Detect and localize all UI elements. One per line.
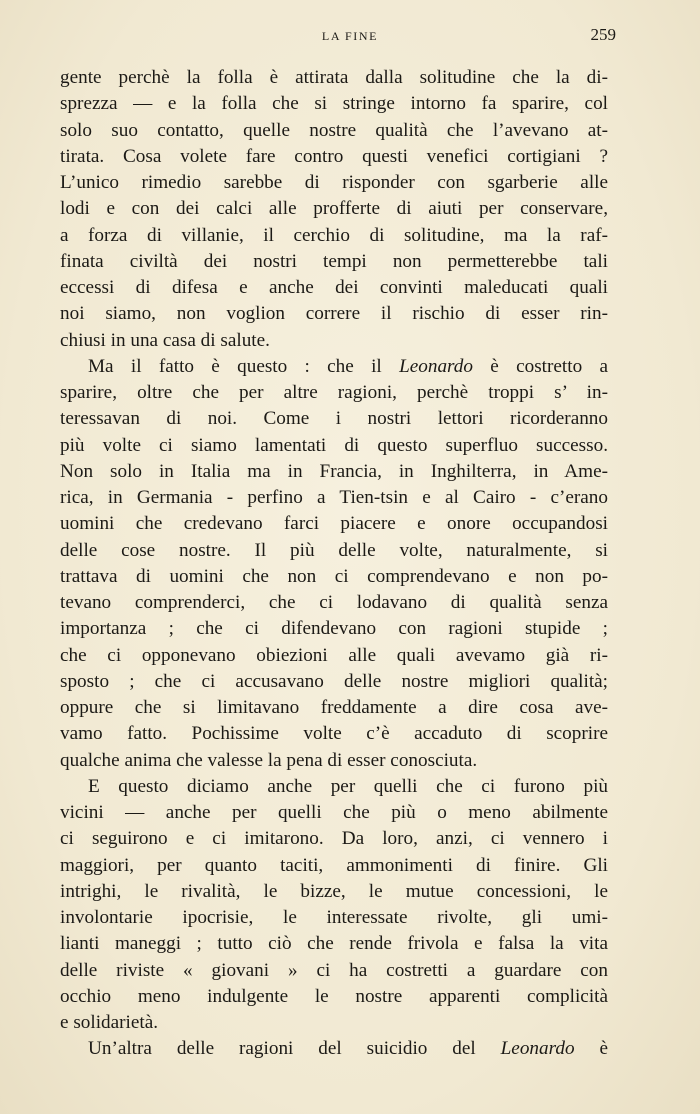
text-line <box>60 1036 608 1062</box>
text-line: solo suo contatto, quelle nostre qualità che l’avevano at- <box>60 119 608 141</box>
text-line: eccessi di difesa e anche dei convinti maleducati quali <box>60 277 608 298</box>
text-run: è <box>574 1038 608 1060</box>
text-line: chiusi in una casa di salute. <box>60 329 270 351</box>
running-header <box>0 26 700 50</box>
text-line: gente perchè la folla è attirata dalla solitudine che la di- <box>60 67 608 88</box>
text-line: a forza di villanie, il cerchio di solitudine, ma la raf- <box>60 224 608 246</box>
text-run: è costretto a <box>472 355 608 377</box>
text-line: che ci opponevano obiezioni alle quali avevamo già ri- <box>60 644 608 666</box>
italic-title: Leonardo <box>399 355 473 377</box>
text-line: L’unico rimedio sarebbe di risponder con sgarberie alle <box>60 172 608 193</box>
text-line: rica, in Germania - perfino a Tien-tsin e al Cairo - c’erano <box>60 487 608 508</box>
text-line: delle riviste « giovani » ci ha costretti a guardare con <box>60 959 608 981</box>
text-line: noi siamo, non voglion correre il rischio di esser rin- <box>60 303 608 325</box>
text-line: sparire, oltre che per altre ragioni, perchè troppi s’ in- <box>60 382 608 403</box>
text-line: sposto ; che ci accusavano delle nostre migliori qualità; <box>60 670 608 692</box>
italic-title: Leonardo <box>500 1038 575 1060</box>
text-line: ci seguirono e ci imitarono. Da loro, anzi, ci vennero i <box>60 828 608 850</box>
text-line: maggiori, per quanto taciti, ammonimenti di finire. Gli <box>60 854 608 876</box>
text-line: oppure che si limitavano freddamente a dire cosa ave- <box>60 697 608 718</box>
chapter-title: LA FINE <box>321 29 379 43</box>
text-line: tevano comprenderci, che ci lodavano di qualità senza <box>60 592 608 613</box>
text-line: lianti maneggi ; tutto ciò che rende frivola e falsa la vita <box>60 933 608 955</box>
text-line: occhio meno indulgente le nostre apparenti complicità <box>60 985 608 1007</box>
text-line: Non solo in Italia ma in Francia, in Inghilterra, in Ame- <box>60 460 608 482</box>
text-line: importanza ; che ci difendevano con ragioni stupide ; <box>60 618 608 640</box>
text-line: uomini che credevano farci piacere e onore occupandosi <box>60 513 608 535</box>
text-line: tirata. Cosa volete fare contro questi venefici cortigiani ? <box>60 145 608 167</box>
text-line: involontarie ipocrisie, le interessate rivolte, gli umi- <box>60 907 608 928</box>
text-line: sprezza — e la folla che si stringe intorno fa sparire, col <box>60 93 608 115</box>
text-line: finata civiltà dei nostri tempi non permetterebbe tali <box>60 250 608 272</box>
text-line: trattava di uomini che non ci comprendevano e non po- <box>60 565 608 587</box>
text-run: Ma il fatto è questo : che il <box>88 355 400 377</box>
text-line: più volte ci siamo lamentati di questo superfluo successo. <box>60 434 608 456</box>
text-run: Un’altra delle ragioni del suicidio del <box>88 1038 501 1060</box>
text-line: teressavan di noi. Come i nostri lettori ricorderanno <box>60 408 608 430</box>
text-line: e solidarietà. <box>60 1012 159 1033</box>
text-line: delle cose nostre. Il più delle volte, naturalmente, si <box>60 539 608 561</box>
text-line: vamo fatto. Pochissime volte c’è accaduto di scoprire <box>60 723 608 745</box>
text-line: E questo diciamo anche per quelli che ci furono più <box>88 775 608 797</box>
text-line: intrighi, le rivalità, le bizze, le mutue concessioni, le <box>60 880 608 902</box>
text-line <box>60 354 608 380</box>
text-line: lodi e con dei calci alle profferte di aiuti per conservare, <box>60 198 608 220</box>
text-line: vicini — anche per quelli che più o meno abilmente <box>60 802 608 823</box>
text-line: qualche anima che valesse la pena di esser conosciuta. <box>60 749 478 771</box>
page-number: 259 <box>590 25 616 44</box>
body-text <box>60 65 608 1063</box>
